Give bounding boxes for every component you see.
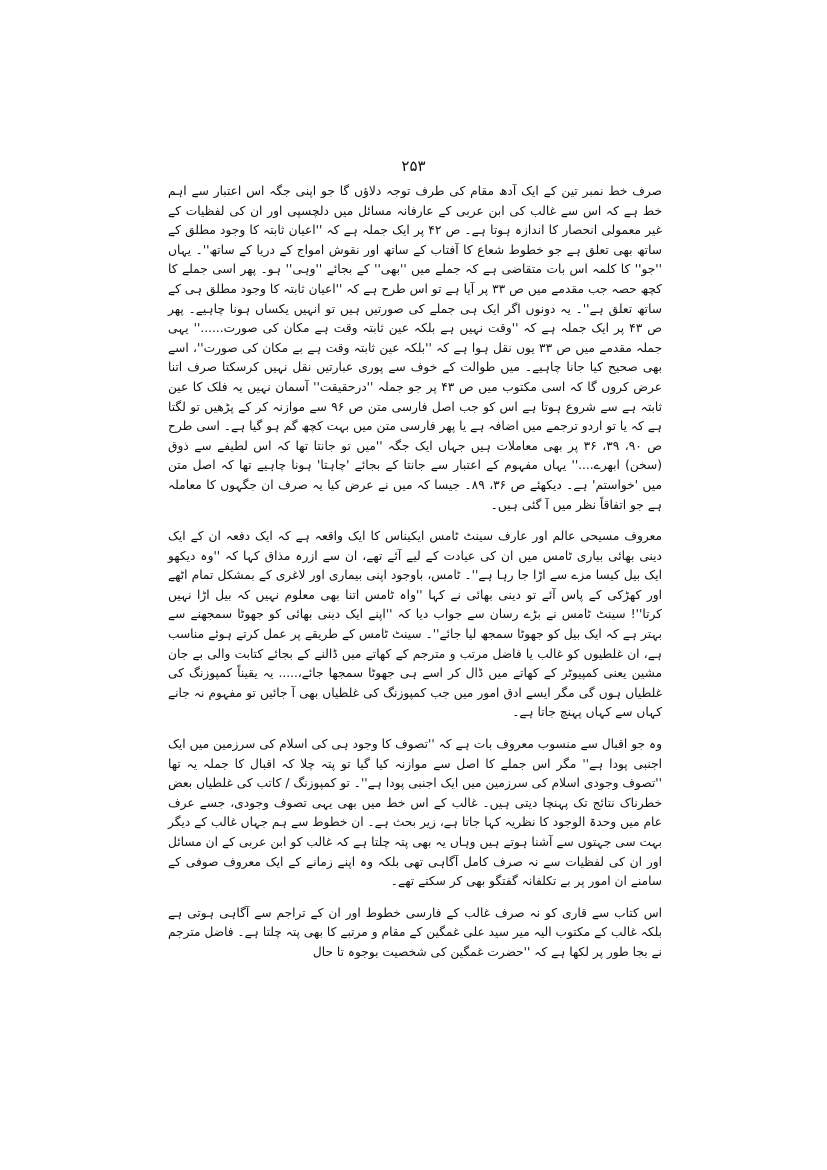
paragraph-3: وہ جو اقبال سے منسوب معروف بات ہے کہ ''تصوف کا وجود ہی کی اسلام کی سرزمین میں ایک اجنبی پودا ہے'' مگر اس جملے کا اصل سے موازنہ کیا گیا تو پتہ چلا کہ اقبال کا جملہ یہ تھا ''تصوف وجودی اسلام کی سرزمین میں ایک اجنبی پودا ہے''۔ تو کمپوزنگ / کاتب کی غلطیاں بعض خطرناک نتائج تک پہنچا دیتی ہیں۔ غالب کے اس خط میں بھی یہی تصوف وجودی، جسے عرف عام میں وحدۃ الوجود کا نظریہ کہا جاتا ہے، زیر بحث ہے۔ ان خطوط سے ہم جہاں غالب کے دیگر بہت سی جہتوں سے آشنا ہوتے ہیں وہاں یہ بھی پتہ چلتا ہے کہ غالب کو ابن عربی کے ان مسائل اور ان کی لفظیات سے نہ صرف کامل آگاہی تھی بلکہ وہ اپنے زمانے کے ایک معروف صوفی کے سامنے ان امور پر بے تکلفانہ گفتگو بھی کر سکتے تھے۔ xyxy=(168,737,662,889)
paragraph-2: معروف مسیحی عالم اور عارف سینٹ ٹامس ایکیناس کا ایک واقعہ ہے کہ ایک دفعہ ان کے ایک دینی بھائی بیاری ٹامس میں ان کی عیادت کے لیے آئے تھے، ان سے ازرہ مذاق کہا کہ ''وہ دیکھو ایک بیل کیسا مزے سے اڑا جا رہا ہے''۔ ٹامس، باوجود اپنی بیماری اور لاغری کے بمشکل تمام اٹھے اور کھڑکی کے پاس آئے تو دینی بھائی نے کہا ''واہ ٹامس اتنا بھی معلوم نہیں کہ بیل اڑا نہیں کرتا''! سینٹ ٹامس نے بڑے رسان سے جواب دیا کہ ''اپنے ایک دینی بھائی کو جھوٹا سمجھنے سے بہتر ہے کہ ایک بیل کو جھوٹا سمجھ لیا جائے''۔ سینٹ ٹامس کے طریقے پر عمل کرتے ہوئے مناسب ہے، ان غلطیوں کو غالب یا فاضل مرتب و مترجم کے کھاتے میں ڈالنے کے بجائے کتابت والی بے جان مشین یعنی کمپیوٹر کے کھاتے میں ڈال کر اسے ہی جھوٹا سمجھا جائے،..... یہ یقیناً کمپوزنگ کی غلطیاں ہوں گی مگر ایسے ادق امور میں جب کمپوزنگ کی غلطیاں بھی آ جائیں تو مفہوم نہ جانے کہاں سے کہاں پہنچ جاتا ہے۔ xyxy=(168,529,662,720)
paragraph-1: صرف خط نمبر تین کے ایک آدھ مقام کی طرف توجہ دلاؤں گا جو اپنی جگہ اس اعتبار سے اہم خط ہے کہ اس سے غالب کی ابن عربی کے عارفانہ مسائل میں دلچسپی اور ان کی لفظیات کے غیر معمولی انحصار کا اندازہ ہوتا ہے۔ ص ۴۲ پر ایک جملہ ہے کہ ''اعیان ثابتہ کا وجود مطلق کے ساتھ بھی تعلق ہے جو خطوط شعاع کا آفتاب کے ساتھ اور نقوش امواج کے دریا کے ساتھ''۔ یہاں ''جو'' کا کلمہ اس بات متقاضی ہے کہ جملے میں ''بھی'' کے بجائے ''وہی'' ہو۔ پھر اسی جملے کا کچھ حصہ جب مقدمے میں ص ۳۳ پر آیا ہے تو اس طرح ہے کہ ''اعیان ثابتہ کا وجود مطلق ہی کے ساتھ تعلق ہے''۔ یہ دونوں اگر ایک ہی جملے کی صورتیں ہیں تو انہیں یکساں ہونا چاہیے۔ پھر ص ۴۳ پر ایک جملہ ہے کہ ''وقت نہیں ہے بلکہ عین ثابتہ وقت ہے مکان کی صورت......'' یہی جملہ مقدمے میں ص ۳۳ یوں نقل ہوا ہے کہ ''بلکہ عین ثابتہ وقت ہے بے مکان کی صورت''، اسے بھی صحیح کیا جانا چاہیے۔ میں طوالت کے خوف سے پوری عبارتیں نقل نہیں کرسکتا صرف اتنا عرض کروں گا کہ اسی مکتوب میں ص ۴۳ پر جو جملہ ''درحقیقت'' آسمان نہیں یہ فلک کا عین ثابتہ ہے سے شروع ہوتا ہے اس کو جب اصل فارسی متن ص ۹۶ سے موازنہ کر کے پڑھیں تو لگتا ہے کہ یا تو اردو ترجمے میں اضافہ ہے یا پھر فارسی متن میں بہت کچھ گم ہو گیا ہے۔ اسی طرح ص ۹۰، ۳۹، ۳۶ پر بھی معاملات ہیں جہاں ایک جگہ ''میں تو جانتا تھا کہ اس لطیفے سے ذوق (سخن) ابھرے....'' یہاں مفہوم کے اعتبار سے جانتا کے بجائے 'چاہتا' ہونا چاہیے تھا کہ اصل متن میں 'خواستم' ہے۔ دیکھئے ص ۳۶، ۸۹۔ جیسا کہ میں نے عرض کیا یہ صرف ان جگہوں کا معاملہ ہے جو اتفاقاً نظر میں آ گئی ہیں۔ xyxy=(168,184,663,512)
paragraph-4: اس کتاب سے قاری کو نہ صرف غالب کے فارسی خطوط اور ان کے تراجم سے آگاہی ہوتی ہے بلکہ غالب کے مکتوب الیہ میر سید علی غمگین کے مقام و مرتبے کا بھی پتہ چلتا ہے۔ فاضل مترجم نے بجا طور پر لکھا ہے کہ ''حضرت غمگین کی شخصیت بوجوہ تا حال xyxy=(168,905,662,959)
page-number: ۲۵۳ xyxy=(401,157,426,175)
body-text xyxy=(168,182,662,975)
